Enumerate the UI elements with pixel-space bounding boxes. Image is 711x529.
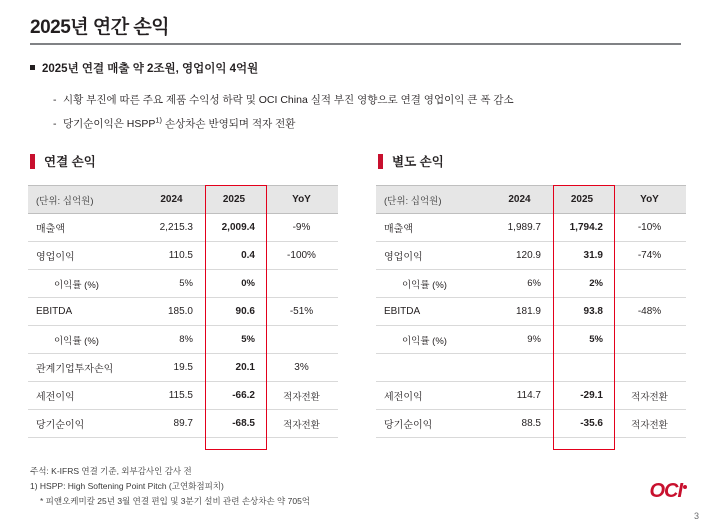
cell-2024: 8%: [140, 326, 203, 354]
column-header-yoy: YoY: [265, 186, 338, 214]
row-label: 영업이익: [28, 242, 140, 270]
table-header-row: [28, 186, 338, 214]
sub-bullet-item: [53, 90, 514, 110]
column-header-2025: 2025: [203, 186, 265, 214]
table-row: [28, 382, 338, 410]
cell-2024: 6%: [488, 270, 551, 298]
cell-2024: 1,989.7: [488, 214, 551, 242]
cell-yoy: -10%: [613, 214, 686, 242]
table-row: [28, 326, 338, 354]
cell-yoy: -74%: [613, 242, 686, 270]
cell-2024: [488, 354, 551, 382]
table-row: [376, 270, 686, 298]
table-row-empty: [376, 354, 686, 382]
row-label: EBITDA: [376, 298, 488, 326]
column-header-yoy: YoY: [613, 186, 686, 214]
footnotes: [30, 464, 310, 509]
title-divider: [30, 43, 681, 45]
cell-2025: [551, 354, 613, 382]
cell-2025: 20.1: [203, 354, 265, 382]
row-label: 관계기업투자손익: [28, 354, 140, 382]
consolidated-income-table: [28, 185, 338, 438]
table-row: [376, 242, 686, 270]
cell-2024: 110.5: [140, 242, 203, 270]
cell-2024: 114.7: [488, 382, 551, 410]
row-label: 매출액: [28, 214, 140, 242]
section-heading-left-label: 연결 손익: [44, 155, 96, 169]
sub-bullet-list: [53, 90, 514, 134]
footnote-item: 1) HSPP: High Softening Point Pitch (고연화점피치): [30, 481, 224, 491]
table-row: [376, 410, 686, 438]
footnote-item: 주석: K-IFRS 연결 기준, 외부감사인 감사 전: [30, 466, 192, 476]
section-heading-separate: [378, 152, 444, 170]
table-header-row: [376, 186, 686, 214]
cell-yoy: 적자전환: [265, 410, 338, 438]
sub-bullet-text-2: 당기순이익은 HSPP$^{1)}$ 손상차손 반영되며 적자 전환: [63, 115, 296, 130]
cell-2025: -68.5: [203, 410, 265, 438]
footnote-marker: 1): [155, 115, 163, 124]
cell-2025: -35.6: [551, 410, 613, 438]
table-row: [376, 298, 686, 326]
cell-2025: 31.9: [551, 242, 613, 270]
cell-yoy: 적자전환: [265, 382, 338, 410]
cell-yoy: 3%: [265, 354, 338, 382]
column-header-2024: 2024: [488, 186, 551, 214]
main-bullet-text: 2025년 연결 매출 약 2조원, 영업이익 4억원: [42, 63, 259, 75]
row-label: 당기순이익: [376, 410, 488, 438]
cell-yoy: -9%: [265, 214, 338, 242]
section-heading-consolidated: [30, 152, 96, 170]
cell-2025: 2,009.4: [203, 214, 265, 242]
page-title: 2025년 연간 손익: [30, 17, 170, 38]
section-accent-bar: [378, 154, 383, 169]
cell-2025: 2%: [551, 270, 613, 298]
cell-yoy: [613, 270, 686, 298]
cell-yoy: [265, 326, 338, 354]
cell-2024: 2,215.3: [140, 214, 203, 242]
cell-2025: 1,794.2: [551, 214, 613, 242]
column-header-unit: (단위: 십억원): [28, 186, 140, 214]
cell-2024: 89.7: [140, 410, 203, 438]
cell-yoy: -100%: [265, 242, 338, 270]
table-row: [28, 298, 338, 326]
row-label: 매출액: [376, 214, 488, 242]
table-row: [376, 382, 686, 410]
table-row: [376, 214, 686, 242]
cell-2024: 115.5: [140, 382, 203, 410]
cell-2025: 0%: [203, 270, 265, 298]
column-header-2024: 2024: [140, 186, 203, 214]
cell-yoy: 적자전환: [613, 410, 686, 438]
dash-icon: -: [53, 117, 57, 130]
cell-2024: 9%: [488, 326, 551, 354]
section-heading-right-label: 별도 손익: [392, 155, 444, 169]
row-label: EBITDA: [28, 298, 140, 326]
cell-2025: -29.1: [551, 382, 613, 410]
cell-2025: 93.8: [551, 298, 613, 326]
table-row: [28, 410, 338, 438]
cell-2024: 185.0: [140, 298, 203, 326]
footnote-item: * 피앤오케미칼 25년 3월 연결 편입 및 3분기 설비 관련 손상차손 약 705억: [40, 496, 311, 506]
dash-icon: -: [53, 94, 57, 106]
table-row: [28, 354, 338, 382]
cell-2024: 88.5: [488, 410, 551, 438]
sub-bullet-text: 시황 부진에 따른 주요 제품 수익성 하락 및 OCI China 실적 부진 영향으로 연결 영업이익 큰 폭 감소: [63, 94, 514, 106]
column-header-2025: 2025: [551, 186, 613, 214]
row-label: [376, 354, 488, 382]
table-row: [28, 214, 338, 242]
column-header-unit: (단위: 십억원): [376, 186, 488, 214]
cell-yoy: 적자전환: [613, 382, 686, 410]
cell-2025: 5%: [203, 326, 265, 354]
table-row: [28, 270, 338, 298]
logo-text: OCI: [649, 480, 682, 502]
cell-2024: 181.9: [488, 298, 551, 326]
row-label: 세전이익: [376, 382, 488, 410]
cell-yoy: -51%: [265, 298, 338, 326]
cell-2025: 0.4: [203, 242, 265, 270]
row-label: 이익률 (%): [376, 270, 488, 298]
section-accent-bar: [30, 154, 35, 169]
cell-yoy: [613, 354, 686, 382]
page-number: 3: [693, 511, 699, 521]
cell-yoy: [613, 326, 686, 354]
cell-yoy: -48%: [613, 298, 686, 326]
cell-2024: 120.9: [488, 242, 551, 270]
cell-2024: 5%: [140, 270, 203, 298]
row-label: 이익률 (%): [28, 270, 140, 298]
oci-logo: [649, 480, 687, 503]
separate-income-table: [376, 185, 686, 438]
main-bullet: [30, 60, 258, 76]
logo-dot-icon: [683, 485, 687, 489]
cell-2024: 19.5: [140, 354, 203, 382]
cell-2025: 90.6: [203, 298, 265, 326]
row-label: 이익률 (%): [376, 326, 488, 354]
cell-2025: -66.2: [203, 382, 265, 410]
bullet-square-icon: [30, 65, 35, 70]
row-label: 영업이익: [376, 242, 488, 270]
sub-bullet-item: [53, 110, 514, 134]
row-label: 세전이익: [28, 382, 140, 410]
cell-yoy: [265, 270, 338, 298]
table-row: [28, 242, 338, 270]
cell-2025: 5%: [551, 326, 613, 354]
row-label: 이익률 (%): [28, 326, 140, 354]
row-label: 당기순이익: [28, 410, 140, 438]
table-row: [376, 326, 686, 354]
